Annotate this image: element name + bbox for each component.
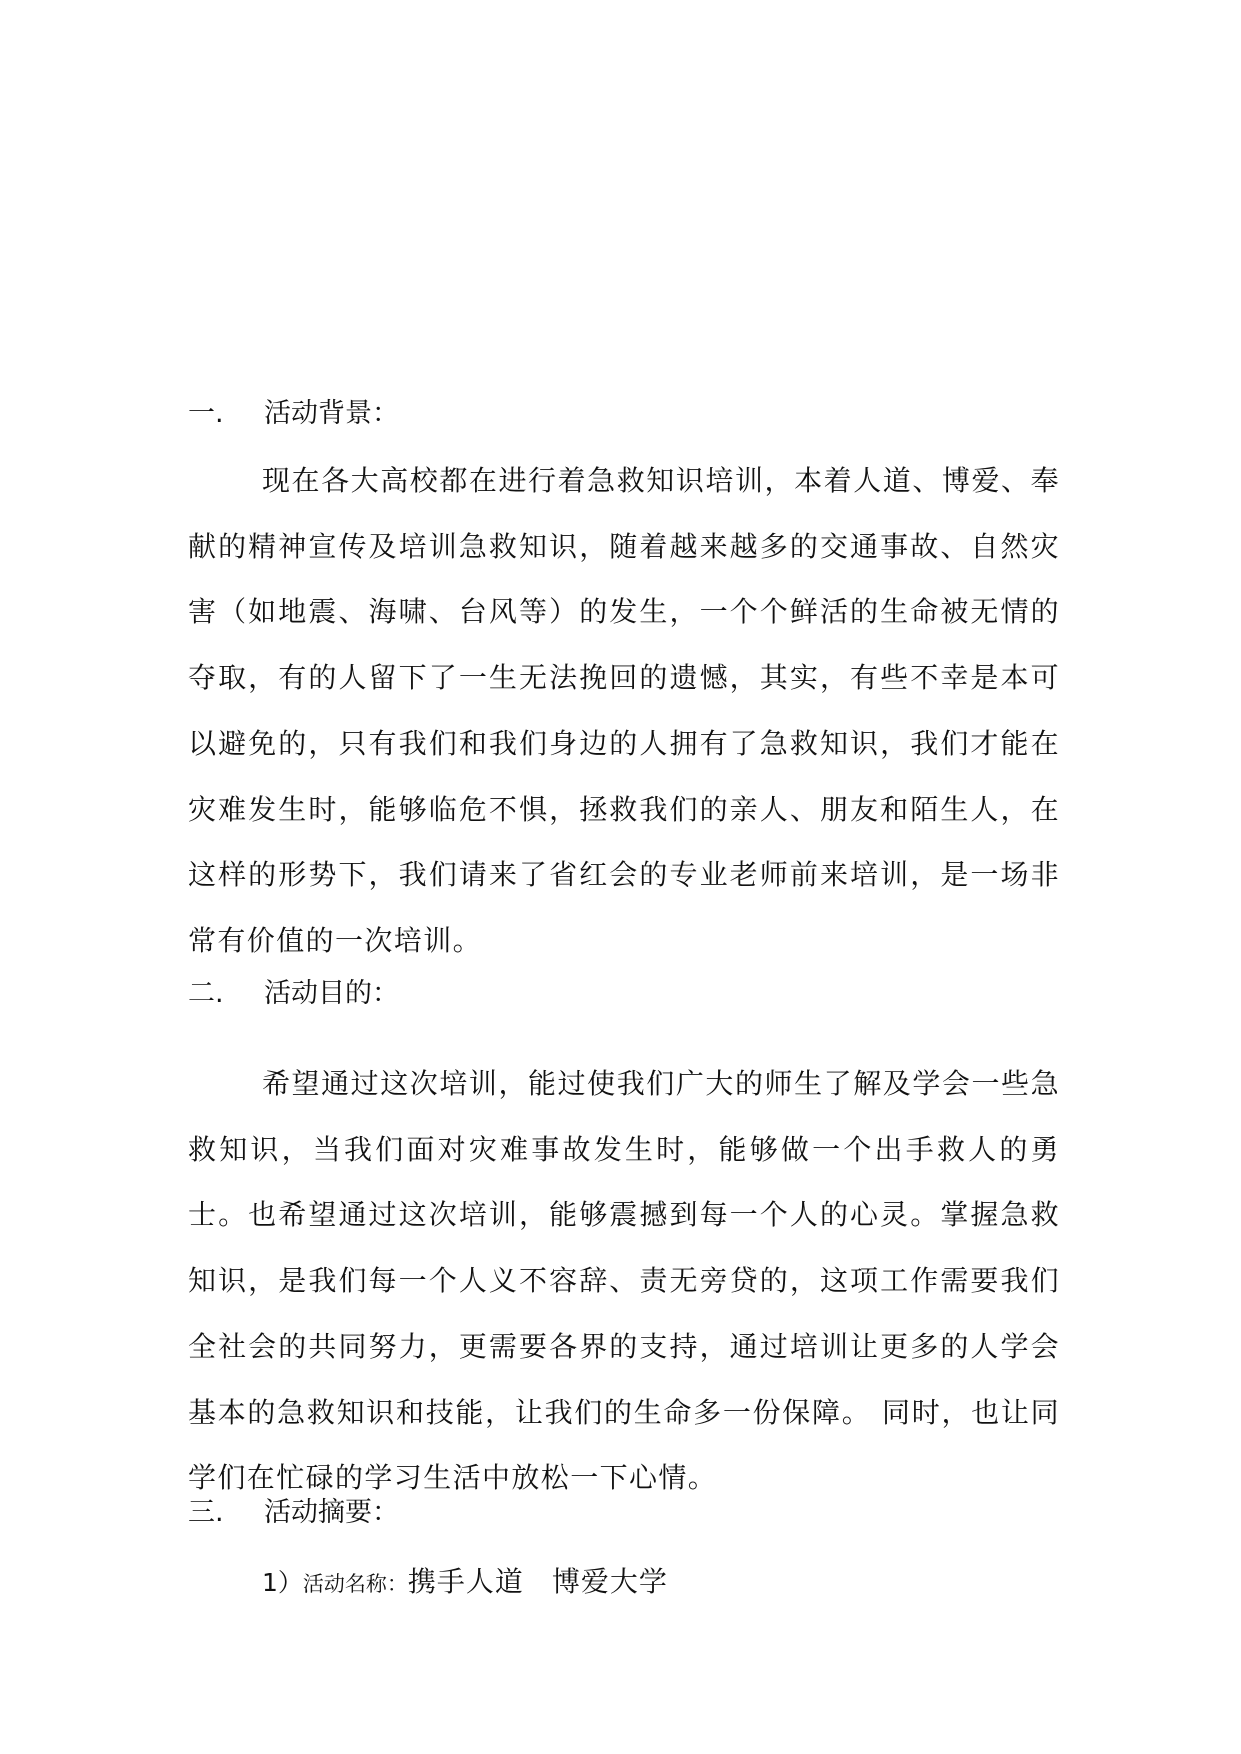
item-number: 1） <box>262 1568 303 1597</box>
section-number: 一. <box>188 398 224 429</box>
summary-item-activity-name <box>262 1560 668 1600</box>
section-heading-background <box>188 396 399 432</box>
section-title: 活动摘要： <box>264 1497 399 1528</box>
item-value-part2: 博爱大学 <box>551 1565 668 1598</box>
section-title: 活动目的： <box>264 978 399 1009</box>
background-paragraph: 现在各大高校都在进行着急救知识培训，本着人道、博爱、奉献的精神宣传及培训急救知识，随着越来越多的交通事故、自然灾害（如地震、海啸、台风等）的发生，一个个鲜活的生命被无情的夺取，有的人留下了一生无法挽回的遗憾，其实，有些不幸是本可以避免的，只有我们和我们身边的人拥有了急救知识，我们才能在灾难发生时，能够临危不惧，拯救我们的亲人、朋友和陌生人，在这样的形势下，我们请来了省红会的专业老师前来培训，是一场非常有价值的一次培训。 <box>188 464 1060 957</box>
section-number: 二. <box>188 978 224 1009</box>
section-number: 三. <box>188 1497 224 1528</box>
section-heading-purpose <box>188 976 399 1012</box>
item-label: 活动名称： <box>302 1572 408 1596</box>
section-title: 活动背景： <box>264 398 399 429</box>
purpose-paragraph: 希望通过这次培训，能过使我们广大的师生了解及学会一些急救知识，当我们面对灾难事故发生时，能够做一个出手救人的勇士。也希望通过这次培训，能够震撼到每一个人的心灵。掌握急救知识，是我们每一个人义不容辞、责无旁贷的，这项工作需要我们全社会的共同努力，更需要各界的支持，通过培训让更多的人学会基本的急救知识和技能，让我们的生命多一份保障。 同时，也让同学们在忙碌的学习生活中放松一下心情。 <box>188 1067 1060 1495</box>
section-heading-summary <box>188 1495 399 1531</box>
item-value-part1: 携手人道 <box>407 1565 524 1598</box>
